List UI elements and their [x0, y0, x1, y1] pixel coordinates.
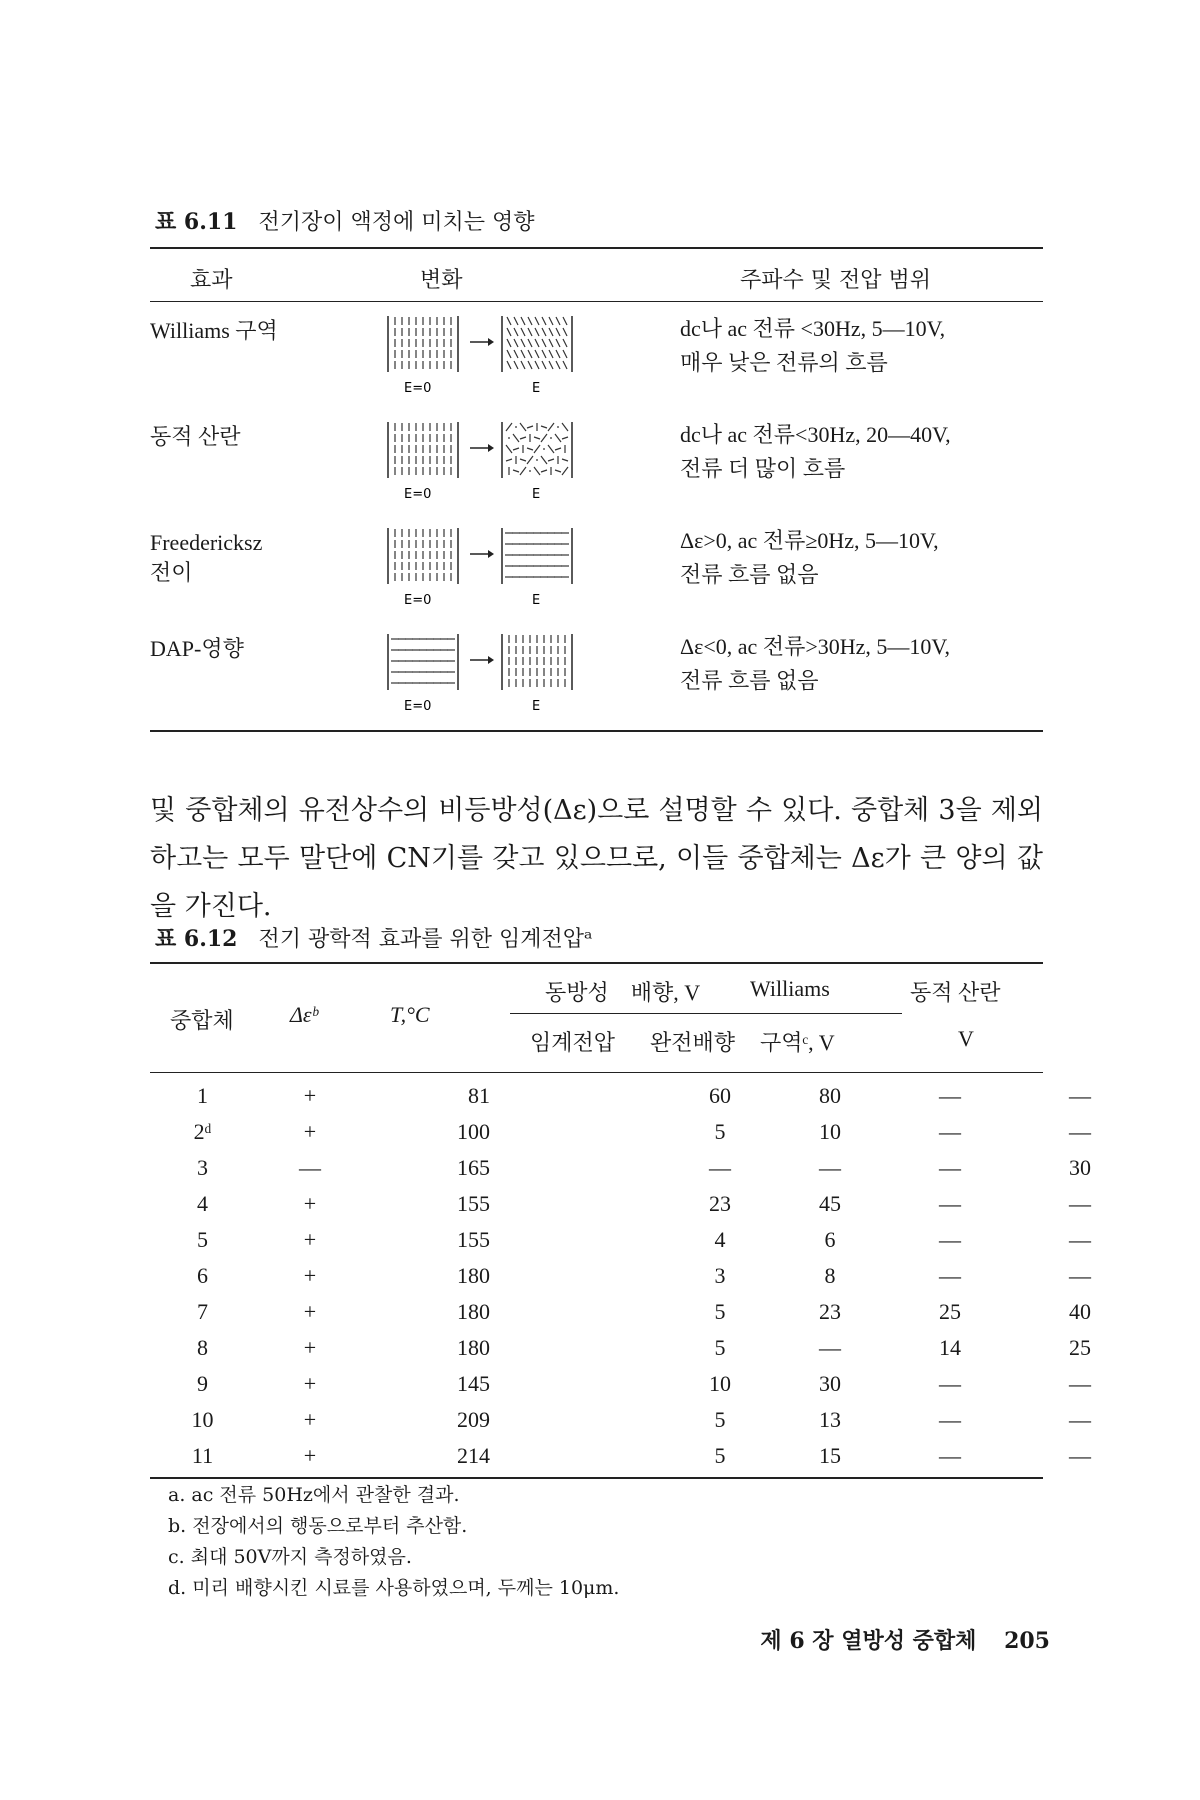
- table2-row: [150, 1257, 1091, 1293]
- temperature-cell: 155: [457, 1227, 490, 1252]
- full-alignment-cell: 6: [824, 1227, 836, 1252]
- delta-eps-cell: +: [303, 1443, 317, 1468]
- table2-header-williams: Williams: [750, 976, 830, 1001]
- field-off-label: E=0: [404, 487, 432, 502]
- polymer-id-cell: 4: [197, 1191, 208, 1216]
- temperature-cell: 81: [468, 1083, 490, 1108]
- range-line: 전류 흐름 없음: [680, 562, 819, 587]
- williams-voltage-cell: —: [939, 1083, 961, 1108]
- table1-number: 표 6.11: [155, 209, 238, 235]
- table2: [150, 962, 1091, 1479]
- table1-header-change: 변화: [420, 268, 463, 293]
- critical-voltage-cell: 5: [714, 1299, 726, 1324]
- effect-line: DAP-영향: [150, 636, 244, 661]
- table2-row: [150, 1365, 1091, 1401]
- table2-row: [150, 1185, 1091, 1221]
- change-figure: [382, 630, 592, 721]
- critical-voltage-cell: 23: [709, 1191, 731, 1216]
- critical-voltage-cell: —: [709, 1155, 731, 1180]
- temperature-cell: 155: [457, 1191, 490, 1216]
- delta-eps-cell: +: [303, 1335, 317, 1360]
- dynamic-scattering-voltage-cell: —: [1069, 1191, 1091, 1216]
- full-alignment-cell: 30: [819, 1371, 841, 1396]
- table2-number: 표 6.12: [155, 926, 238, 952]
- table2-row: [150, 1113, 1091, 1149]
- delta-eps-cell: +: [303, 1083, 317, 1108]
- table2-header-polymer: 중합체: [170, 1008, 234, 1033]
- williams-voltage-cell: 14: [939, 1335, 961, 1360]
- williams-voltage-cell: —: [939, 1407, 961, 1432]
- dynamic-scattering-voltage-cell: 25: [1069, 1335, 1091, 1360]
- table2-caption: [155, 922, 593, 953]
- critical-voltage-cell: 10: [709, 1371, 731, 1396]
- full-alignment-cell: —: [819, 1335, 841, 1360]
- full-alignment-cell: 10: [819, 1119, 841, 1144]
- table2-header-williams-unit: 구역ᶜ, V: [760, 1030, 835, 1055]
- delta-eps-cell: +: [303, 1299, 317, 1324]
- range-line: Δε<0, ac 전류>30Hz, 5—10V,: [680, 634, 950, 659]
- polymer-id-cell: 1: [197, 1083, 208, 1108]
- effect-line: Freedericksz: [150, 530, 263, 555]
- delta-eps-cell: +: [303, 1407, 317, 1432]
- body-paragraph: 및 중합체의 유전상수의 비등방성(Δε)으로 설명할 수 있다. 중합체 3을 제외하고는 모두 말단에 CN기를 갖고 있으므로, 이들 중합체는 Δε가 큰 양의 값을 가진다.: [150, 795, 1043, 922]
- director-figure: [382, 524, 592, 610]
- change-figure: [382, 418, 592, 509]
- polymer-id-cell: 3: [197, 1155, 208, 1180]
- change-figure: [382, 312, 592, 403]
- critical-voltage-cell: 5: [714, 1443, 726, 1468]
- delta-eps-cell: +: [303, 1371, 317, 1396]
- dynamic-scattering-voltage-cell: 40: [1069, 1299, 1091, 1324]
- table2-row: [150, 1437, 1091, 1473]
- range-line: 전류 더 많이 흐름: [680, 456, 846, 481]
- polymer-id-cell: 6: [197, 1263, 208, 1288]
- table1-body: [150, 302, 1043, 726]
- field-off-label: E=0: [404, 381, 432, 396]
- table2-header-crit: 임계전압: [530, 1030, 616, 1055]
- field-on-label: E: [532, 593, 541, 608]
- table2-header: [150, 964, 1043, 1072]
- dynamic-scattering-voltage-cell: —: [1069, 1443, 1091, 1468]
- critical-voltage-cell: 4: [714, 1227, 726, 1252]
- effect-name: [150, 634, 244, 664]
- critical-voltage-cell: 3: [714, 1263, 726, 1288]
- table1-row: [150, 620, 1043, 726]
- delta-eps-cell: —: [299, 1155, 321, 1180]
- effect-line: 전이: [150, 560, 193, 585]
- range-text: [680, 524, 939, 592]
- full-alignment-cell: 45: [819, 1191, 841, 1216]
- critical-voltage-cell: 60: [709, 1083, 731, 1108]
- footer-chapter: 제 6 장 열방성 중합체: [760, 1628, 977, 1654]
- table1-header-range: 주파수 및 전압 범위: [740, 268, 931, 293]
- effect-name: [150, 422, 241, 452]
- table1-header-effect: 효과: [190, 268, 233, 293]
- effect-line: Williams 구역: [150, 318, 278, 343]
- effect-line: 동적 산란: [150, 424, 241, 449]
- dynamic-scattering-voltage-cell: —: [1069, 1263, 1091, 1288]
- table2-header-dynamic-unit: V: [958, 1026, 974, 1051]
- temperature-cell: 165: [457, 1155, 490, 1180]
- polymer-id-cell: 7: [197, 1299, 208, 1324]
- effect-name: [150, 528, 262, 588]
- table2-row: [150, 1149, 1091, 1185]
- table2-row: [150, 1077, 1091, 1113]
- table2-row: [150, 1221, 1091, 1257]
- critical-voltage-cell: 5: [714, 1407, 726, 1432]
- table2-header-dynamic: 동적 산란: [910, 980, 1001, 1005]
- williams-voltage-cell: —: [939, 1191, 961, 1216]
- range-line: 매우 낮은 전류의 흐름: [680, 350, 888, 375]
- polymer-id-cell: 10: [191, 1407, 214, 1432]
- field-off-label: E=0: [404, 699, 432, 714]
- range-text: [680, 630, 950, 698]
- williams-voltage-cell: —: [939, 1263, 961, 1288]
- field-on-label: E: [532, 381, 541, 396]
- williams-voltage-cell: —: [939, 1155, 961, 1180]
- williams-voltage-cell: 25: [939, 1299, 961, 1324]
- director-figure: [382, 312, 592, 398]
- table2-header-temp: T,°C: [390, 1002, 430, 1027]
- field-on-label: E: [532, 487, 541, 502]
- table2-header-delta-eps: Δεᵇ: [290, 1002, 318, 1027]
- polymer-id-cell: 9: [197, 1371, 208, 1396]
- full-alignment-cell: 8: [824, 1263, 836, 1288]
- table2-notes: [168, 1480, 619, 1604]
- delta-eps-cell: +: [303, 1119, 317, 1144]
- dynamic-scattering-voltage-cell: 30: [1069, 1155, 1091, 1180]
- table2-bottom-rule: [150, 1477, 1043, 1479]
- williams-voltage-cell: —: [939, 1371, 961, 1396]
- dynamic-scattering-voltage-cell: —: [1069, 1227, 1091, 1252]
- full-alignment-cell: 15: [819, 1443, 841, 1468]
- table1-header: [150, 249, 1043, 301]
- page-footer: [760, 1624, 1050, 1655]
- table1: [150, 247, 1043, 732]
- table2-title: 전기 광학적 효과를 위한 임계전압ᵃ: [258, 927, 593, 952]
- polymer-id-cell: 8: [197, 1335, 208, 1360]
- temperature-cell: 180: [457, 1299, 490, 1324]
- full-alignment-cell: 13: [819, 1407, 841, 1432]
- table2-row: [150, 1293, 1091, 1329]
- table-note: c. 최대 50V까지 측정하였음.: [168, 1546, 412, 1568]
- full-alignment-cell: —: [819, 1155, 841, 1180]
- temperature-cell: 214: [457, 1443, 490, 1468]
- table2-row: [150, 1329, 1091, 1365]
- range-text: [680, 312, 945, 380]
- range-line: dc나 ac 전류 <30Hz, 5—10V,: [680, 316, 946, 341]
- table-note: a. ac 전류 50Hz에서 관찰한 결과.: [168, 1484, 460, 1506]
- critical-voltage-cell: 5: [714, 1335, 726, 1360]
- temperature-cell: 209: [457, 1407, 490, 1432]
- table1-row: [150, 514, 1043, 620]
- table1-row: [150, 408, 1043, 514]
- temperature-cell: 100: [457, 1119, 490, 1144]
- table-note: b. 전장에서의 행동으로부터 추산함.: [168, 1515, 468, 1537]
- range-line: 전류 흐름 없음: [680, 668, 819, 693]
- table2-group-rule: [510, 1013, 902, 1014]
- table1-row: [150, 302, 1043, 408]
- table2-row: [150, 1401, 1091, 1437]
- effect-name: [150, 316, 278, 346]
- director-figure: [382, 630, 592, 716]
- range-text: [680, 418, 951, 486]
- delta-eps-cell: +: [303, 1263, 317, 1288]
- table1-title: 전기장이 액정에 미치는 영향: [258, 210, 535, 235]
- page-number: 205: [1004, 1628, 1050, 1654]
- field-off-label: E=0: [404, 593, 432, 608]
- table-note: d. 미리 배향시킨 시료를 사용하였으며, 두께는 10μm.: [168, 1577, 620, 1599]
- williams-voltage-cell: —: [939, 1227, 961, 1252]
- table2-body: [150, 1073, 1091, 1473]
- director-figure: [382, 418, 592, 504]
- change-figure: [382, 524, 592, 615]
- temperature-cell: 180: [457, 1263, 490, 1288]
- full-alignment-cell: 23: [819, 1299, 841, 1324]
- field-on-label: E: [532, 699, 541, 714]
- polymer-id-cell: 5: [197, 1227, 208, 1252]
- williams-voltage-cell: —: [939, 1119, 961, 1144]
- range-line: Δε>0, ac 전류≥0Hz, 5—10V,: [680, 528, 939, 553]
- range-line: dc나 ac 전류<30Hz, 20—40V,: [680, 422, 951, 447]
- table2-header-group: 동방성 배향, V: [545, 980, 701, 1005]
- dynamic-scattering-voltage-cell: —: [1069, 1371, 1091, 1396]
- dynamic-scattering-voltage-cell: —: [1069, 1119, 1091, 1144]
- polymer-id-cell: 11: [191, 1443, 214, 1468]
- table2-header-full: 완전배향: [650, 1030, 736, 1055]
- full-alignment-cell: 80: [819, 1083, 841, 1108]
- dynamic-scattering-voltage-cell: —: [1069, 1083, 1091, 1108]
- dynamic-scattering-voltage-cell: —: [1069, 1407, 1091, 1432]
- temperature-cell: 180: [457, 1335, 490, 1360]
- williams-voltage-cell: —: [939, 1443, 961, 1468]
- delta-eps-cell: +: [303, 1191, 317, 1216]
- polymer-id-cell: 2ᵈ: [193, 1119, 212, 1144]
- critical-voltage-cell: 5: [714, 1119, 726, 1144]
- table1-bottom-rule: [150, 730, 1043, 732]
- delta-eps-cell: +: [303, 1227, 317, 1252]
- temperature-cell: 145: [457, 1371, 490, 1396]
- table1-caption: [155, 205, 535, 236]
